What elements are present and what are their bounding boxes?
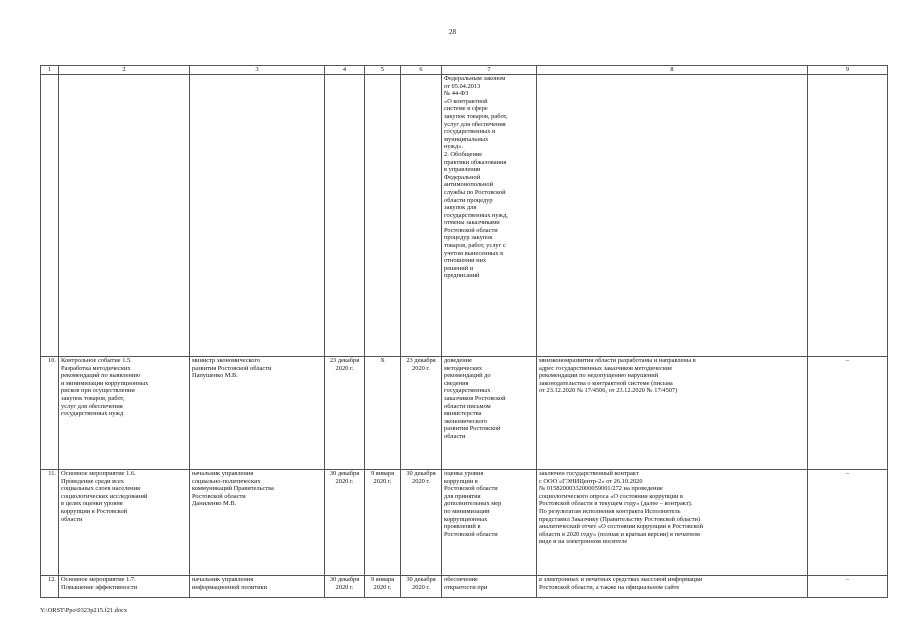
row-result: доведение методических рекомендаций до сведения государственных заказчиков Ростовской области письмом министерства экономического развития Ростовской области	[442, 357, 537, 470]
row-event: Контрольное событие 1.5. Разработка методических рекомендаций по выявлению и минимизации коррупционных рисков при осуществлении закупок товаров, работ, услуг для обеспечения государственных нужд	[59, 357, 190, 470]
row-note: –	[808, 357, 888, 470]
row-actual: в электронных и печатных средствах массовой информации Ростовской области, а также на официальном сайте	[537, 576, 808, 598]
row-end-date: 30 декабря 2020 г.	[401, 576, 442, 598]
row-result: оценка уровня коррупции в Ростовской области для принятия дополнительных мер по минимизации коррупционных проявлений в Ростовской области	[442, 470, 537, 576]
row-end-date: 23 декабря 2020 г.	[401, 357, 442, 470]
row-responsible: начальник управления информационной политики	[190, 576, 325, 598]
row-number	[41, 75, 59, 357]
row-event: Основное мероприятие 1.7. Повышение эффективности	[59, 576, 190, 598]
row-actual: минэкономразвития области разработаны и направлены в адрес государственных заказчиков методические рекомендации по недопущению нарушений законодательства о контрактной системе (письма от 23.12.2020 № 17/4506, от 23.12.2020 № 17/4507)	[537, 357, 808, 470]
row-responsible: министр экономического развития Ростовской области Папушенко М.В.	[190, 357, 325, 470]
row-actual: заключен государственный контракт с ООО «ГЭНИЦентр-2» от 26.10.2020 № 01582000332000059001/272 на проведение социологического опроса «О состоянии коррупции в Ростовской области в текущем году» (далее – контракт). По результатам исполнения контракта Исполнитель представил Заказчику (Правительству Ростовской области) аналитический отчет «О состоянии коррупции в Ростовской области в 2020 году» (полная и краткая версии) в печатном виде и на электронном носителе	[537, 470, 808, 576]
header-col-2: 2	[59, 66, 190, 75]
table-row	[41, 470, 888, 576]
page-number: 28	[449, 28, 456, 36]
report-table	[40, 65, 888, 598]
row-event	[59, 75, 190, 357]
header-col-1: 1	[41, 66, 59, 75]
row-number: 12.	[41, 576, 59, 598]
row-start-date: 9 января 2020 г.	[365, 576, 401, 598]
row-note: –	[808, 576, 888, 598]
header-col-9: 9	[808, 66, 888, 75]
header-col-7: 7	[442, 66, 537, 75]
row-plan-date: 23 декабря 2020 г.	[325, 357, 365, 470]
row-result: Федеральным законом от 05.04.2013 № 44-ФЗ «О контрактной системе в сфере закупок товаров, работ, услуг для обеспечения государственных и муниципальных нужд». 2. Обобщение практики обжалования в управлении Федеральной антимонопольной службы по Ростовской области процедур закупок для государственных нужд, отмены заказчиками Ростовской области процедур закупок товаров, работ, услуг с учетом вынесенных в отношении них решений и предписаний	[442, 75, 537, 357]
row-start-date: 9 января 2020 г.	[365, 470, 401, 576]
table-row	[41, 75, 888, 357]
row-plan-date: 30 декабря 2020 г.	[325, 470, 365, 576]
header-col-8: 8	[537, 66, 808, 75]
row-plan-date: 30 декабря 2020 г.	[325, 576, 365, 598]
row-end-date: 30 декабря 2020 г.	[401, 470, 442, 576]
row-result: обеспечение открытости при	[442, 576, 537, 598]
row-responsible: начальник управления социально-политических коммуникаций Правительства Ростовской области Даниленко М.В.	[190, 470, 325, 576]
header-col-3: 3	[190, 66, 325, 75]
row-responsible	[190, 75, 325, 357]
header-row	[41, 66, 888, 75]
header-col-5: 5	[365, 66, 401, 75]
file-path-footer: Y:\ORST\Ppo\0323p215.f21.docx	[40, 607, 128, 614]
header-col-4: 4	[325, 66, 365, 75]
row-number: 11.	[41, 470, 59, 576]
row-plan-date	[325, 75, 365, 357]
table-row	[41, 576, 888, 598]
row-end-date	[401, 75, 442, 357]
row-start-date: Х	[365, 357, 401, 470]
row-note	[808, 75, 888, 357]
table-row	[41, 357, 888, 470]
row-note: –	[808, 470, 888, 576]
row-actual	[537, 75, 808, 357]
row-event: Основное мероприятие 1.6. Проведение среди всех социальных слоев населения социологических исследований в целях оценки уровня коррупции в Ростовской области	[59, 470, 190, 576]
row-number: 10.	[41, 357, 59, 470]
row-start-date	[365, 75, 401, 357]
header-col-6: 6	[401, 66, 442, 75]
